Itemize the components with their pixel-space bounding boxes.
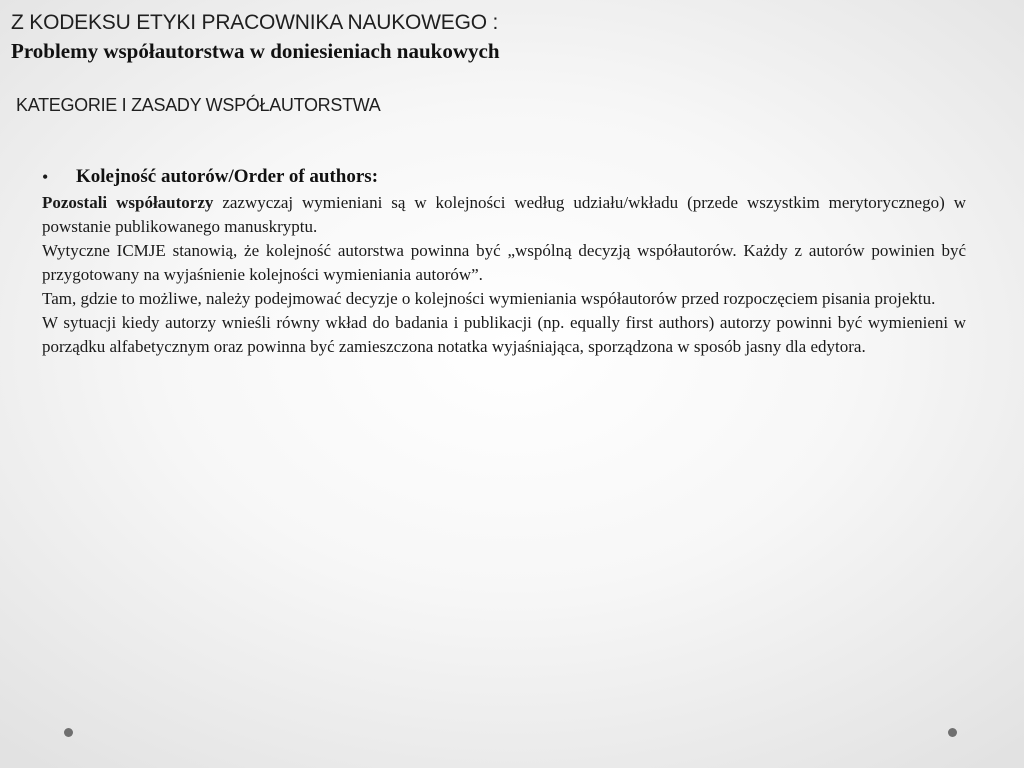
title-block bbox=[11, 8, 1001, 65]
section-heading: KATEGORIE I ZASADY WSPÓŁAUTORSTWA bbox=[16, 95, 381, 115]
page-title: Z KODEKSU ETYKI PRACOWNIKA NAUKOWEGO : bbox=[11, 11, 499, 34]
paragraph-3: Tam, gdzie to możliwe, należy podejmować decyzje o kolejności wymieniania współautorów przed rozpoczęciem pisania projektu. bbox=[42, 289, 936, 308]
paragraph-1 bbox=[42, 191, 966, 239]
bullet-item bbox=[42, 164, 966, 190]
paragraph-4: W sytuacji kiedy autorzy wnieśli równy wkład do badania i publikacji (np. equally first authors) autorzy powinni być wymienieni w porządku alfabetycznym oraz powinna być zamieszczona notatka wyjaśniająca, sporządzona w sposób jasny dla edytora. bbox=[42, 313, 966, 356]
bullet-heading: Kolejność autorów/Order of authors: bbox=[76, 166, 379, 187]
next-slide-dot-icon[interactable] bbox=[948, 728, 957, 737]
prev-slide-dot-icon[interactable] bbox=[64, 728, 73, 737]
page-subtitle: Problemy współautorstwa w doniesieniach naukowych bbox=[11, 39, 500, 63]
bullet-icon: • bbox=[42, 167, 49, 187]
paragraph-2: Wytyczne ICMJE stanowią, że kolejność autorstwa powinna być „wspólną decyzją współautorów. Każdy z autorów powinien być przygotowany na wyjaśnienie kolejności wymieniania autorów”. bbox=[42, 241, 966, 284]
paragraph-1-bold: Pozostali współautorzy bbox=[42, 193, 214, 212]
paragraph-1-text: zazwyczaj wymieniani są w kolejności według udziału/wkładu (przede wszystkim merytorycznego) w powstanie publikowanego manuskryptu. bbox=[42, 193, 966, 236]
content-body bbox=[42, 164, 966, 359]
